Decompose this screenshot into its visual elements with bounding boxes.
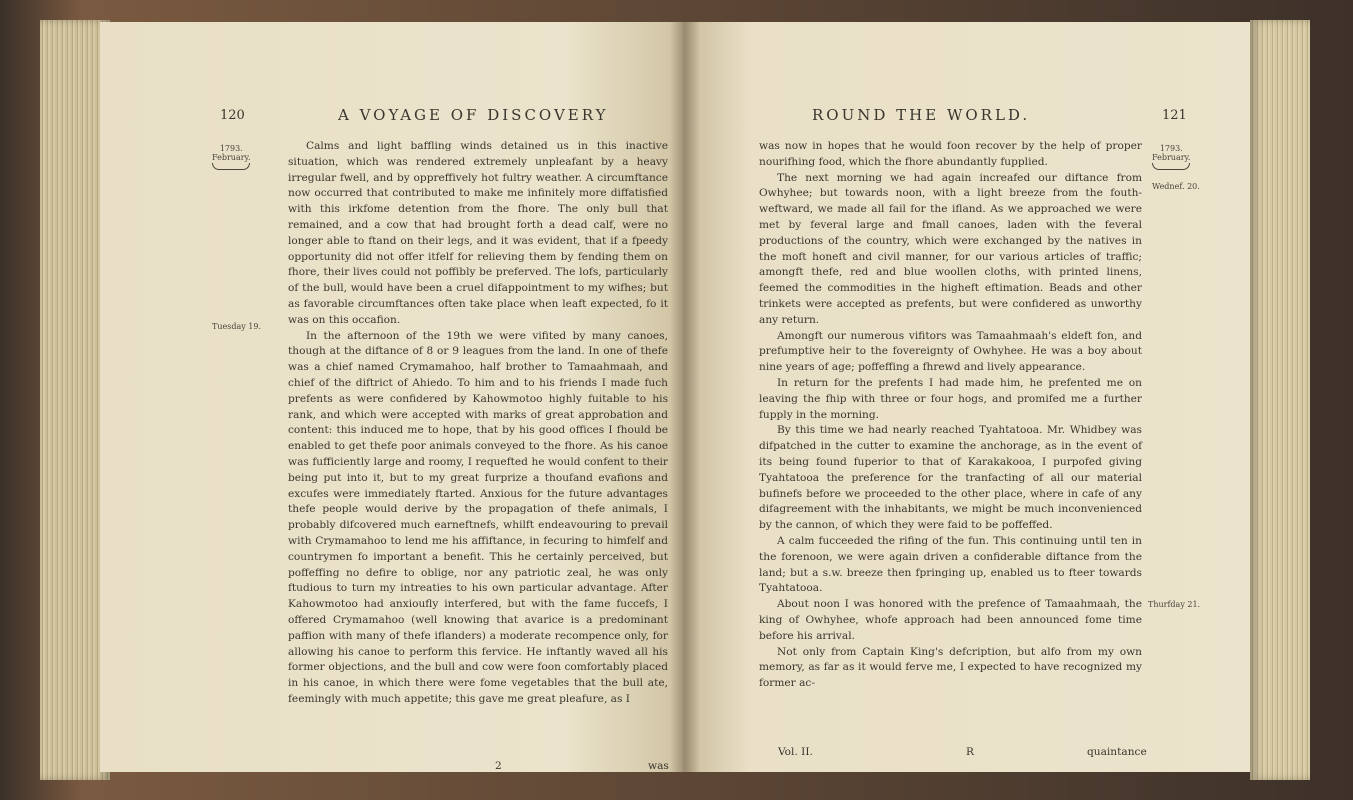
right-volume-mark: Vol. II.: [778, 746, 813, 758]
right-paragraph-6: A calm fucceeded the rifing of the fun. This continuing until ten in the forenoon, we were again driven a confiderable diftance from the land; but a s.w. breeze then fpringing up, enabled us to fteer towards Tyahtatooa.: [759, 534, 1142, 595]
right-paragraph-5: By this time we had nearly reached Tyahtatooa. Mr. Whidbey was difpatched in the cutter to examine the anchorage, as in the event of its being found fuperior to that of Karakakooa, I purpofed giving Tyahtatooa the preference for the tranfacting of all our material bufinefs before we proceeded to the other place, where in cafe of any difagreement with the inhabitants, we might be much inconvenienced by the cannon, of which they were faid to be poffeffed.: [759, 424, 1142, 532]
left-page-number: 120: [220, 108, 245, 123]
right-running-head: ROUND THE WORLD.: [812, 106, 1031, 124]
left-paragraph-1: Calms and light baffling winds detained us in this inactive situation, which was rendered extremely unpleafant by a heavy irregular fwell, and by oppreffively hot fultry weather. A circumftance now occurred that contributed to make me infinitely more diffatisfied with this irkfome detention from the fhore. The only bull that remained, and a cow that had brought forth a dead calf, were no longer able to ftand on their legs, and it was evident, that if a fpeedy opportunity did not offer itfelf for relieving them by fending them on fhore, their lives could not poffibly be preferved. The lofs, particularly of the bull, would have been a cruel difappointment to my wifhes; but as favorable circumftances often take place when leaft expected, fo it was on this occafion.: [288, 140, 668, 326]
right-signature-mark: R: [966, 746, 974, 758]
right-page: [682, 22, 1250, 772]
right-margin-date: [1152, 144, 1191, 170]
left-page: [100, 22, 682, 772]
right-paragraph-1: was now in hopes that he would foon recover by the help of proper nourifhing food, which the fhore abundantly fupplied.: [759, 140, 1142, 168]
right-page-edges: [1250, 20, 1310, 780]
right-margin-year: 1793.: [1159, 144, 1183, 153]
left-margin-date: [212, 144, 251, 170]
right-body-text: [759, 139, 1142, 692]
right-margin-day-20: Wednef. 20.: [1152, 182, 1200, 191]
book-gutter: [670, 22, 700, 772]
right-paragraph-7: About noon I was honored with the prefence of Tamaahmaah, the king of Owhyhee, whofe approach had been announced fome time before his arrival.: [759, 598, 1142, 642]
right-page-number: 121: [1162, 108, 1187, 123]
left-catchword: was: [648, 760, 669, 772]
right-catchword: quaintance: [1087, 746, 1147, 758]
left-margin-day: Tuesday 19.: [212, 322, 262, 331]
left-running-head: A VOYAGE OF DISCOVERY: [338, 106, 609, 124]
right-margin-month: February.: [1152, 153, 1191, 162]
right-paragraph-4: In return for the prefents I had made him, he prefented me on leaving the fhip with three or four hogs, and promifed me a further fupply in the morning.: [759, 376, 1142, 421]
left-margin-year: 1793.: [219, 144, 243, 153]
right-paragraph-3: Amongft our numerous vifitors was Tamaahmaah's eldeft fon, and prefumptive heir to the fovereignty of Owhyhee. He was a boy about nine years of age; poffeffing a fhrewd and lively appearance.: [759, 329, 1142, 374]
right-margin-day-21: Thurfday 21.: [1148, 600, 1201, 609]
left-margin-month: February.: [212, 153, 251, 162]
left-margin-brace: [212, 163, 250, 170]
left-paragraph-2: In the afternoon of the 19th we were vifited by many canoes, though at the diftance of 8 or 9 leagues from the land. In one of thefe was a chief named Crymamahoo, half brother to Tamaahmaah, and chief of the diftrict of Ahiedo. To him and to his friends I made fuch prefents as were confidered by Kahowmotoo highly fuitable to his rank, and which were accepted with marks of great approbation and content: this induced me to hope, that by his good offices I fhould be enabled to get thefe poor animals conveyed to the fhore. As his canoe was fufficiently large and roomy, I requefted he would confent to their being put into it, but to my great furprize a thoufand evafions and excufes were immediately ftarted. Anxious for the future advantages thefe people would derive by the propagation of thefe animals, I probably difcovered much earneftnefs, whilft endeavouring to prevail with Crymamahoo to lend me his affiftance, in fecuring to himfelf and countrymen fo important a benefit. This he certainly perceived, but poffeffing no defire to oblige, nor any patriotic zeal, he was only ftudious to turn my intreaties to his own particular advantage. After Kahowmotoo had anxioufly interfered, but with the fame fuccefs, I offered Crymamahoo (well knowing that avarice is a predominant paffion with many of thefe iflanders) a moderate recompence only, for allowing his canoe to perform this fervice. He inftantly waved all his former objections, and the bull and cow were foon comfortably placed in his canoe, in which there were fome vegetables that the bull ate, feemingly with much appetite; this gave me great pleafure, as I: [288, 329, 668, 705]
right-paragraph-8: Not only from Captain King's defcription, but alfo from my own memory, as far as it would ferve me, I expected to have recognized my former ac-: [759, 645, 1142, 690]
right-margin-brace: [1152, 163, 1190, 170]
left-signature-mark: 2: [495, 760, 502, 772]
open-book: [40, 12, 1310, 792]
left-body-text: [288, 139, 668, 708]
right-paragraph-2: The next morning we had again increafed our diftance from Owhyhee; but towards noon, with a light breeze from the fouth-weftward, we made all fail for the ifland. As we approached we were met by feveral large and fmall canoes, laden with the feveral productions of the country, which were exchanged by the natives in the moft honeft and civil manner, for our various articles of traffic; amongft thefe, red and blue woollen cloths, with printed linens, feemed the commodities in the higheft eftimation. Beads and other trinkets were accepted as prefents, but were confidered as unworthy any return.: [759, 171, 1142, 326]
